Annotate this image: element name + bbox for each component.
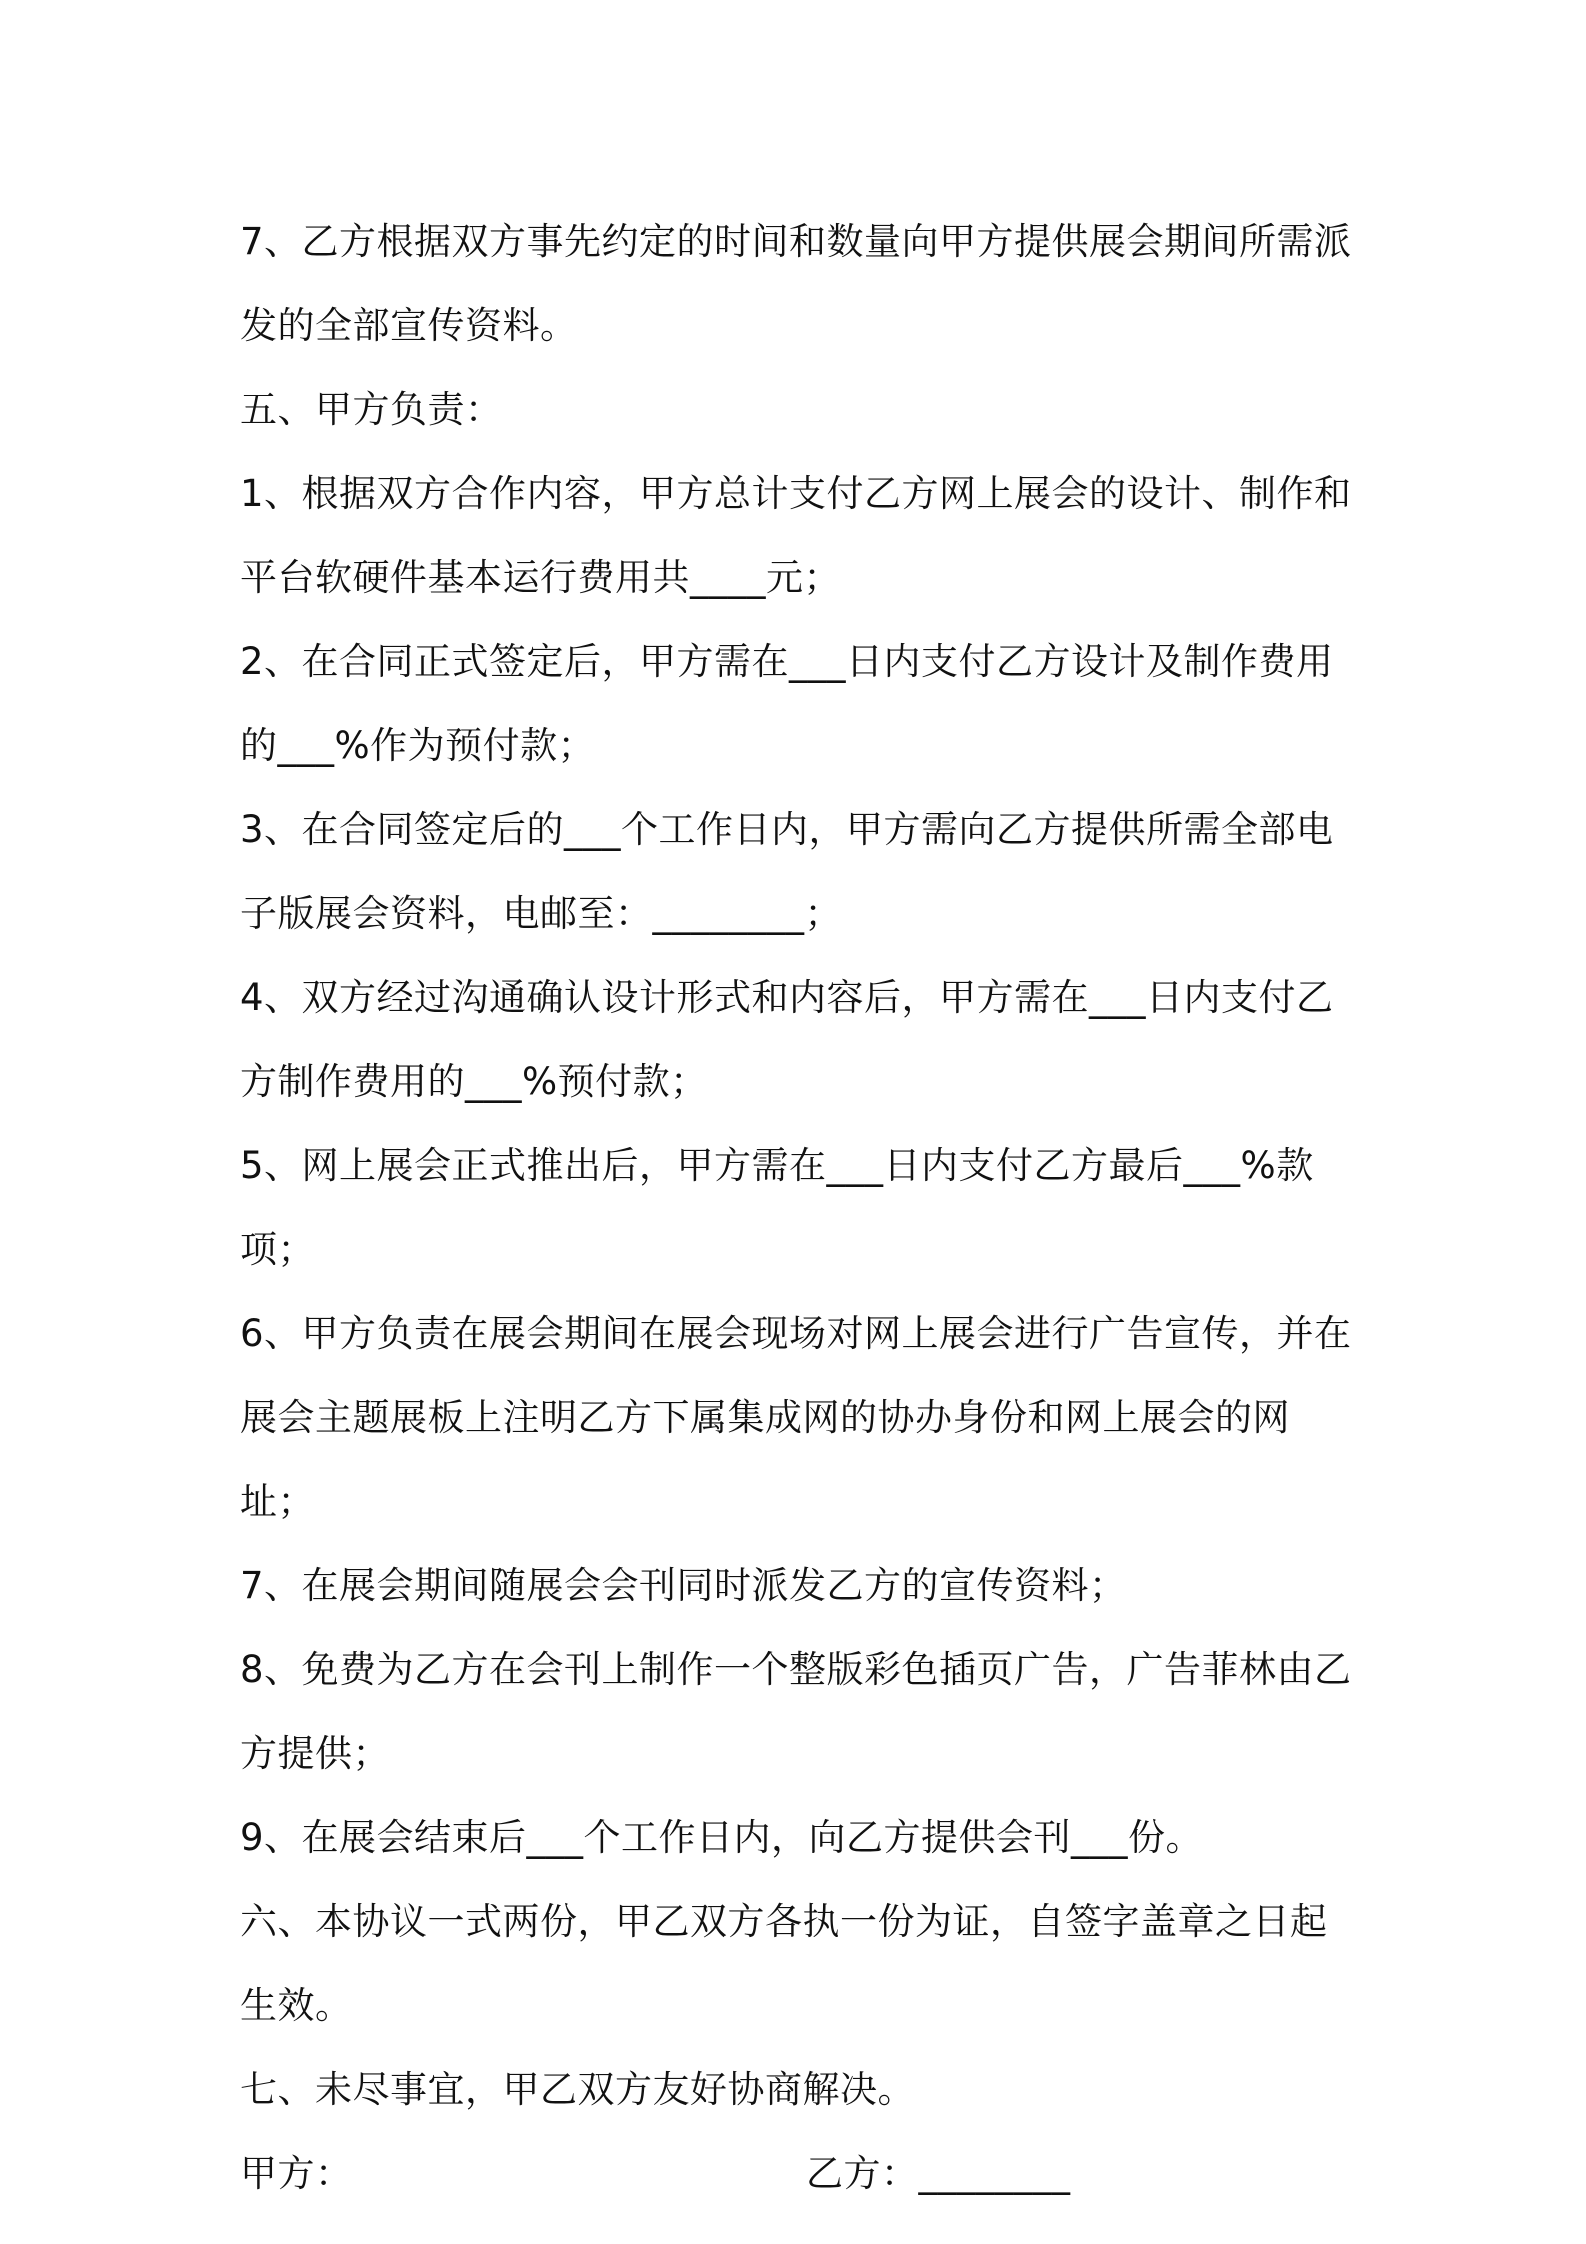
- document-body: [240, 200, 1360, 2216]
- paragraph-a7: 7、在展会期间随展会会刊同时派发乙方的宣传资料；: [240, 1564, 1127, 1607]
- paragraph-a1: 1、根据双方合作内容，甲方总计支付乙方网上展会的设计、制作和平台软硬件基本运行费用共____元；: [240, 472, 1352, 599]
- paragraph-a8: 8、免费为乙方在会刊上制作一个整版彩色插页广告，广告菲林由乙方提供；: [240, 1648, 1352, 1775]
- party-a-signature-label: 甲方：: [240, 2152, 353, 2195]
- section-heading-5: 五、甲方负责：: [240, 388, 503, 431]
- signature-row: [240, 2132, 1360, 2216]
- paragraph-a5: 5、网上展会正式推出后，甲方需在___日内支付乙方最后___%款项；: [240, 1144, 1314, 1271]
- paragraph-a6: 6、甲方负责在展会期间在展会现场对网上展会进行广告宣传，并在展会主题展板上注明乙方下属集成网的协办身份和网上展会的网址；: [240, 1312, 1352, 1523]
- paragraph-a3: 3、在合同签定后的___个工作日内，甲方需向乙方提供所需全部电子版展会资料，电邮至：________；: [240, 808, 1334, 935]
- section-heading-6: 六、本协议一式两份，甲乙双方各执一份为证，自签字盖章之日起生效。: [240, 1900, 1328, 2027]
- paragraph-a4: 4、双方经过沟通确认设计形式和内容后，甲方需在___日内支付乙方制作费用的___%预付款；: [240, 976, 1334, 1103]
- paragraph-a2: 2、在合同正式签定后，甲方需在___日内支付乙方设计及制作费用的___%作为预付款；: [240, 640, 1334, 767]
- party-b-signature-label: 乙方：________: [806, 2152, 1071, 2195]
- paragraph-a9: 9、在展会结束后___个工作日内，向乙方提供会刊___份。: [240, 1816, 1204, 1859]
- section-heading-7: 七、未尽事宜，甲乙双方友好协商解决。: [240, 2068, 915, 2111]
- paragraph-b7: 7、乙方根据双方事先约定的时间和数量向甲方提供展会期间所需派发的全部宣传资料。: [240, 220, 1352, 347]
